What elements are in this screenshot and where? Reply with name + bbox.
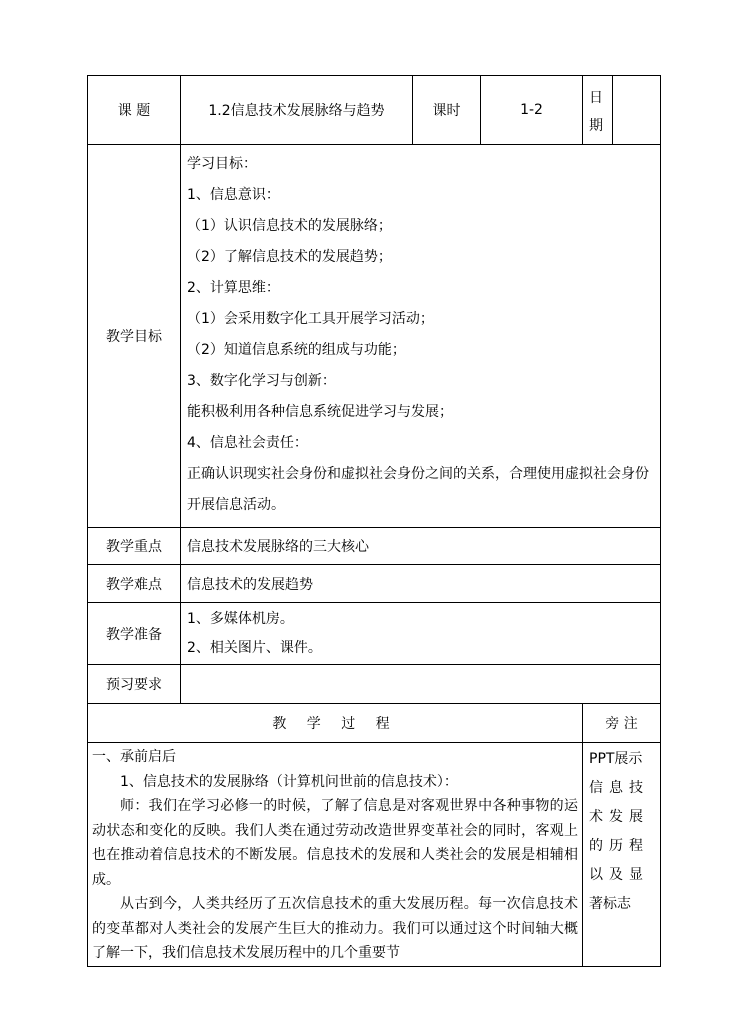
difficulties-value: 信息技术的发展趋势 xyxy=(181,565,661,603)
objectives-label: 教学目标 xyxy=(88,145,181,528)
preparation-content xyxy=(181,603,661,665)
process-content xyxy=(88,743,583,967)
key-points-label: 教学重点 xyxy=(88,528,181,565)
period-label: 课时 xyxy=(413,76,481,145)
process-paragraph: 师：我们在学习必修一的时候，了解了信息是对客观世界中各种事物的运动状态和变化的反映。我们人类在通过劳动改造世界变革社会的同时，客观上也在推动着信息技术的不断发展。信息技术的发展和人类社会的发展是相辅相成。 xyxy=(92,798,578,888)
note-line: 信息技 xyxy=(589,780,649,796)
note-line: 著标志 xyxy=(589,896,631,912)
preparation-label: 教学准备 xyxy=(88,603,181,665)
topic-label: 课 题 xyxy=(88,76,181,145)
process-paragraph: 从古到今，人类共经历了五次信息技术的重大发展历程。每一次信息技术的变革都对人类社会的发展产生巨大的推动力。我们可以通过这个时间轴大概了解一下，我们信息技术发展历程中的几个重要节 xyxy=(92,896,578,961)
process-label xyxy=(88,704,583,743)
note-content xyxy=(583,743,661,967)
objective-line: （2）知道信息系统的组成与功能； xyxy=(187,342,406,358)
objective-line: 4、信息社会责任： xyxy=(187,435,308,451)
note-line: 以及显 xyxy=(589,867,649,883)
preview-value xyxy=(181,665,661,704)
lesson-plan-table xyxy=(87,75,661,967)
lesson-plan xyxy=(87,75,660,967)
objective-line: （1）会采用数字化工具开展学习活动； xyxy=(187,311,434,327)
date-label-line-2: 期 xyxy=(589,118,603,134)
objectives-content xyxy=(181,145,661,528)
difficulties-label: 教学难点 xyxy=(88,565,181,603)
process-label-text: 教 学 过 程 xyxy=(272,716,398,732)
objective-line: （2）了解信息技术的发展趋势； xyxy=(187,249,392,265)
key-points-row xyxy=(88,528,661,565)
difficulties-row xyxy=(88,565,661,603)
header-row xyxy=(88,76,661,145)
key-points-value: 信息技术发展脉络的三大核心 xyxy=(181,528,661,565)
preview-row xyxy=(88,665,661,704)
date-label-line-1: 日 xyxy=(589,90,603,106)
objective-line: 学习目标： xyxy=(187,156,257,172)
date-label xyxy=(583,76,613,145)
note-label: 旁 注 xyxy=(583,704,661,743)
topic-value: 1.2信息技术发展脉络与趋势 xyxy=(181,76,413,145)
objective-line: 3、数字化学习与创新： xyxy=(187,373,336,389)
objectives-row xyxy=(88,145,661,528)
note-line: PPT展示 xyxy=(589,751,643,767)
preparation-item: 1、多媒体机房。 xyxy=(187,610,294,627)
period-value: 1-2 xyxy=(481,76,583,145)
note-line: 的历程 xyxy=(589,838,649,854)
objective-line: （1）认识信息技术的发展脉络； xyxy=(187,218,392,234)
process-paragraph: 1、信息技术的发展脉络（计算机问世前的信息技术）： xyxy=(120,773,458,790)
process-header-row xyxy=(88,704,661,743)
objective-line: 能积极利用各种信息系统促进学习与发展； xyxy=(187,404,453,420)
process-body-row xyxy=(88,743,661,967)
preparation-row xyxy=(88,603,661,665)
process-paragraph: 一、承前启后 xyxy=(92,749,176,765)
objective-line: 2、计算思维： xyxy=(187,280,280,296)
objective-line: 1、信息意识： xyxy=(187,187,280,203)
preparation-item: 2、相关图片、课件。 xyxy=(187,639,322,656)
date-value xyxy=(613,76,661,145)
objective-line: 正确认识现实社会身份和虚拟社会身份之间的关系，合理使用虚拟社会身份开展信息活动。 xyxy=(187,466,649,513)
note-line: 术发展 xyxy=(589,809,649,825)
preview-label: 预习要求 xyxy=(88,665,181,704)
